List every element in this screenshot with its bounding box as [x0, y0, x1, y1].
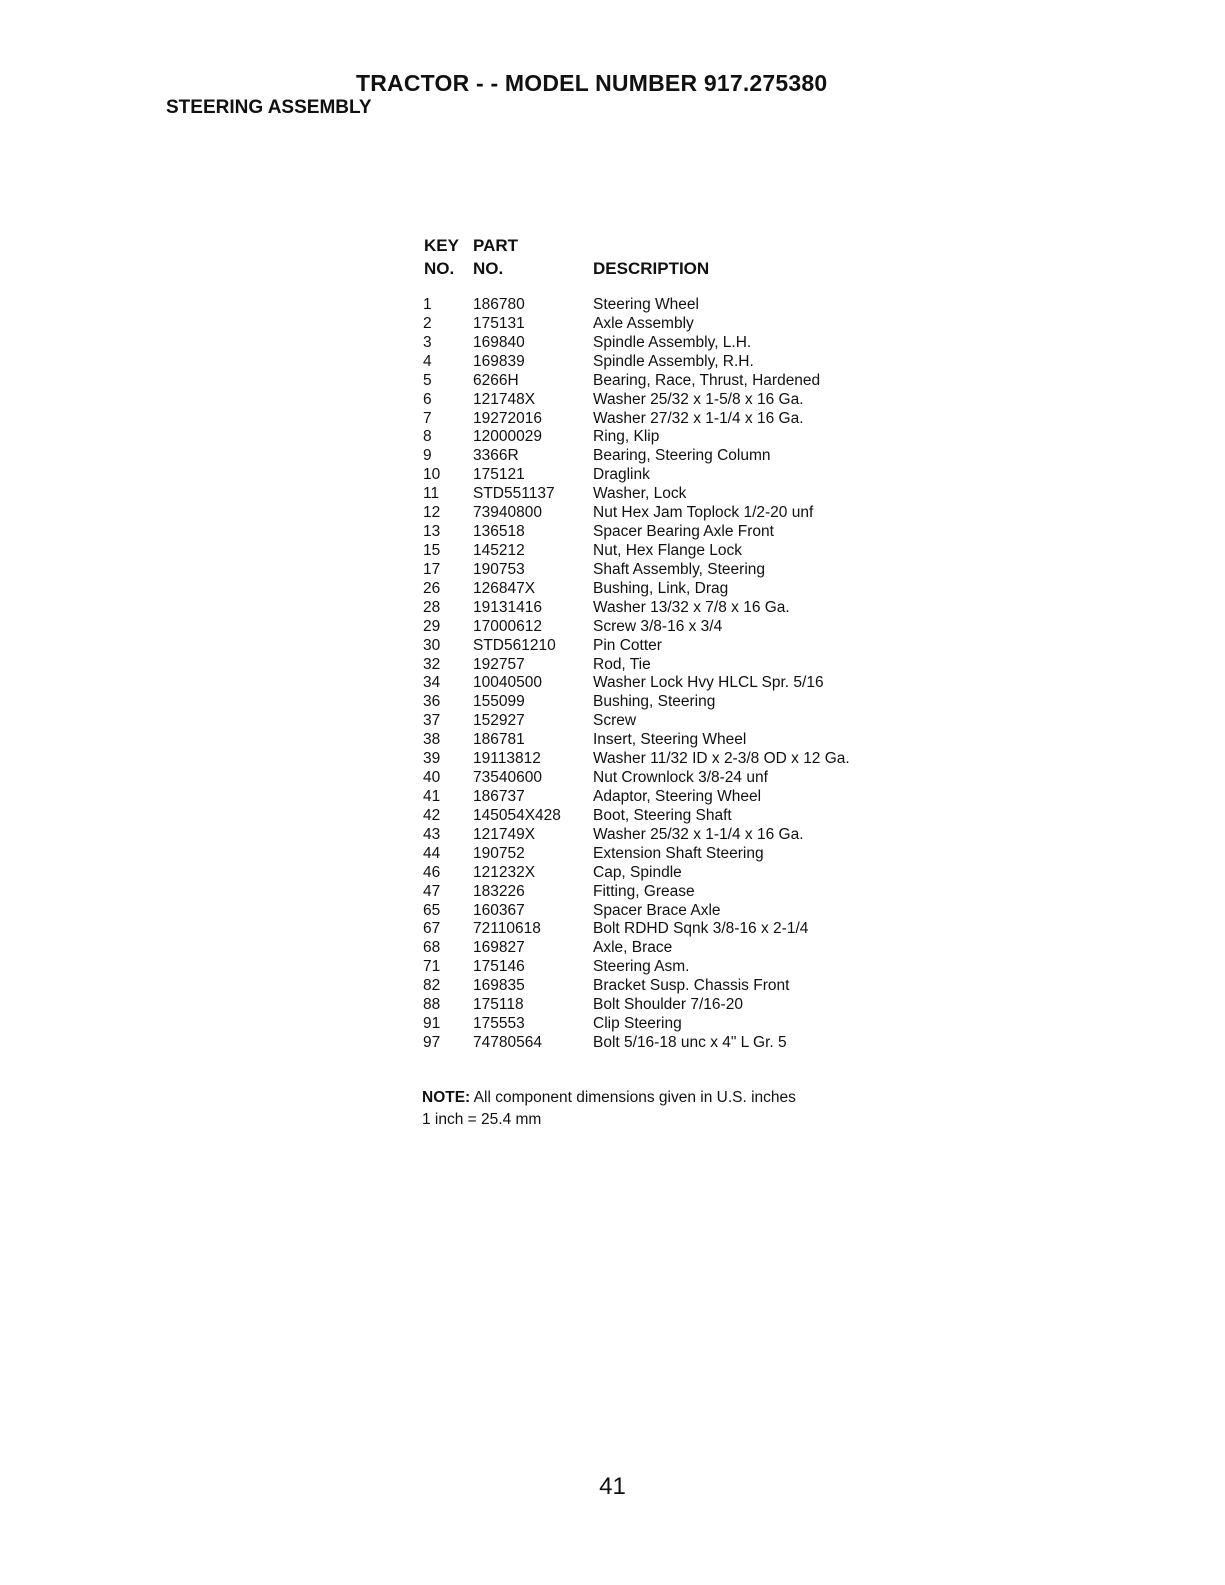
key-no-cell: 68 — [423, 939, 441, 957]
key-no-cell: 11 — [423, 485, 440, 503]
description-cell: Draglink — [593, 466, 650, 484]
part-no-cell: 145212 — [473, 541, 525, 559]
table-row — [422, 939, 902, 958]
table-row — [422, 618, 902, 637]
part-no-cell: 3366R — [473, 447, 519, 465]
table-row — [422, 353, 902, 372]
part-no-cell: 12000029 — [473, 428, 542, 446]
part-no-cell: 121748X — [473, 390, 536, 408]
table-row — [422, 769, 902, 788]
description-cell: Rod, Tie — [593, 655, 651, 673]
description-cell: Washer Lock Hvy HLCL Spr. 5/16 — [593, 674, 824, 692]
table-row — [422, 693, 902, 712]
key-no-cell: 46 — [423, 863, 441, 881]
key-no-cell: 43 — [423, 825, 441, 843]
description-cell: Boot, Steering Shaft — [593, 806, 732, 824]
description-cell: Bolt RDHD Sqnk 3/8-16 x 2-1/4 — [593, 920, 809, 938]
key-no-cell: 13 — [423, 523, 441, 541]
part-no-cell: 74780564 — [473, 1033, 542, 1051]
key-no-cell: 9 — [423, 447, 432, 465]
key-no-cell: 3 — [423, 333, 432, 351]
table-row — [422, 920, 902, 939]
table-row — [422, 883, 902, 902]
part-no-cell: 72110618 — [473, 920, 541, 938]
table-row — [422, 391, 902, 410]
part-no-cell: 186737 — [473, 787, 525, 805]
table-row — [422, 788, 902, 807]
description-cell: Spacer Brace Axle — [593, 901, 721, 919]
key-no-cell: 47 — [423, 882, 441, 900]
part-no-cell: 10040500 — [473, 674, 542, 692]
key-no-cell: 1 — [423, 296, 432, 313]
part-no-cell: 19131416 — [473, 598, 542, 616]
description-cell: Washer 25/32 x 1-5/8 x 16 Ga. — [593, 390, 804, 408]
key-no-cell: 34 — [423, 674, 441, 692]
table-row — [422, 447, 902, 466]
description-cell: Screw 3/8-16 x 3/4 — [593, 617, 723, 635]
note — [422, 1087, 796, 1131]
part-no-cell: 19272016 — [473, 409, 542, 427]
table-row — [422, 845, 902, 864]
table-row — [422, 485, 902, 504]
description-cell: Bushing, Link, Drag — [593, 579, 729, 597]
description-cell: Nut, Hex Flange Lock — [593, 541, 743, 559]
key-no-cell: 36 — [423, 693, 441, 711]
table-row — [422, 656, 902, 675]
part-no-cell: 192757 — [473, 655, 525, 673]
key-no-cell: 8 — [423, 428, 432, 446]
note-text: All component dimensions given in U.S. inches — [470, 1089, 796, 1106]
table-row — [422, 599, 902, 618]
table-row — [422, 750, 902, 769]
part-no-cell: 6266H — [473, 371, 519, 389]
part-no-cell: 152927 — [473, 712, 525, 730]
part-no-cell: 17000612 — [473, 617, 542, 635]
part-no-header-line2: NO. — [473, 259, 504, 278]
table-row — [422, 977, 902, 996]
description-cell: Shaft Assembly, Steering — [593, 560, 766, 578]
table-row — [422, 902, 902, 921]
description-cell: Steering Asm. — [593, 958, 690, 976]
description-cell: Clip Steering — [593, 1015, 682, 1033]
description-cell: Axle, Brace — [593, 939, 673, 957]
part-no-cell: 73940800 — [473, 504, 542, 522]
description-cell: Nut Crownlock 3/8-24 unf — [593, 769, 768, 787]
key-no-cell: 38 — [423, 731, 441, 749]
key-no-cell: 67 — [423, 920, 441, 938]
part-no-cell: STD561210 — [473, 636, 556, 654]
description-cell: Washer 25/32 x 1-1/4 x 16 Ga. — [593, 825, 804, 843]
table-row — [422, 523, 902, 542]
key-no-header-line1: KEY — [424, 236, 459, 255]
table-row — [422, 372, 902, 391]
key-no-cell: 44 — [423, 844, 441, 862]
part-no-cell: 145054X428 — [473, 806, 561, 824]
description-cell: Adaptor, Steering Wheel — [593, 787, 762, 805]
key-no-cell: 32 — [423, 655, 441, 673]
parts-list — [422, 236, 902, 1053]
key-no-cell: 65 — [423, 901, 441, 919]
description-cell: Cap, Spindle — [593, 863, 682, 881]
table-row — [422, 410, 902, 429]
key-no-cell: 2 — [423, 314, 432, 332]
page-title: TRACTOR - - MODEL NUMBER 917.275380 — [356, 70, 828, 96]
key-no-cell: 42 — [423, 806, 441, 824]
part-no-cell: 190752 — [473, 844, 525, 862]
table-row — [422, 712, 902, 731]
key-no-cell: 88 — [423, 996, 441, 1014]
table-row — [422, 1034, 902, 1053]
table-row — [422, 674, 902, 693]
part-no-cell: 175121 — [473, 466, 525, 484]
part-no-cell: STD551137 — [473, 485, 555, 503]
part-no-cell: 160367 — [473, 901, 525, 919]
part-no-cell: 136518 — [473, 523, 525, 541]
description-cell: Axle Assembly — [593, 314, 694, 332]
part-no-cell: 169840 — [473, 333, 525, 351]
part-no-cell: 183226 — [473, 882, 525, 900]
part-no-cell: 169827 — [473, 939, 525, 957]
description-cell: Bolt 5/16-18 unc x 4" L Gr. 5 — [593, 1033, 787, 1051]
table-row — [422, 958, 902, 977]
table-row — [422, 315, 902, 334]
part-no-cell: 155099 — [473, 693, 525, 711]
key-no-cell: 15 — [423, 541, 441, 559]
key-no-cell: 7 — [423, 409, 432, 427]
key-no-cell: 29 — [423, 617, 441, 635]
parts-list-header — [422, 236, 902, 296]
description-cell: Spacer Bearing Axle Front — [593, 523, 774, 541]
note-line-2: 1 inch = 25.4 mm — [422, 1111, 542, 1128]
description-cell: Washer 13/32 x 7/8 x 16 Ga. — [593, 598, 790, 616]
key-no-cell: 26 — [423, 579, 441, 597]
key-no-cell: 30 — [423, 636, 441, 654]
table-row — [422, 864, 902, 883]
part-no-cell: 121749X — [473, 825, 536, 843]
parts-list-rows — [422, 296, 902, 1053]
table-row — [422, 807, 902, 826]
key-no-cell: 41 — [423, 787, 441, 805]
description-cell: Bushing, Steering — [593, 693, 716, 711]
note-label: NOTE: — [422, 1089, 471, 1106]
description-cell: Bolt Shoulder 7/16-20 — [593, 996, 743, 1014]
description-cell: Extension Shaft Steering — [593, 844, 764, 862]
key-no-cell: 37 — [423, 712, 441, 730]
table-row — [422, 428, 902, 447]
table-row — [422, 826, 902, 845]
key-no-cell: 6 — [423, 390, 432, 408]
part-no-cell: 73540600 — [473, 769, 542, 787]
description-cell: Washer 11/32 ID x 2-3/8 OD x 12 Ga. — [593, 750, 850, 768]
description-cell: Pin Cotter — [593, 636, 662, 654]
key-no-cell: 97 — [423, 1033, 441, 1051]
part-no-cell: 126847X — [473, 579, 536, 597]
key-no-cell: 4 — [423, 352, 432, 370]
table-row — [422, 504, 902, 523]
table-row — [422, 542, 902, 561]
table-row — [422, 580, 902, 599]
description-cell: Nut Hex Jam Toplock 1/2-20 unf — [593, 504, 814, 522]
part-no-cell: 175553 — [473, 1015, 525, 1033]
description-cell: Washer, Lock — [593, 485, 687, 503]
description-cell: Screw — [593, 712, 637, 730]
key-no-cell: 40 — [423, 769, 441, 787]
key-no-header-line2: NO. — [424, 259, 455, 278]
description-cell: Bracket Susp. Chassis Front — [593, 977, 790, 995]
part-no-cell: 19113812 — [473, 750, 541, 768]
table-row — [422, 637, 902, 656]
key-no-cell: 91 — [423, 1015, 441, 1033]
part-no-cell: 175118 — [473, 996, 524, 1014]
description-cell: Steering Wheel — [593, 296, 699, 313]
key-no-cell: 10 — [423, 466, 441, 484]
note-line-1 — [422, 1087, 796, 1109]
key-no-cell: 28 — [423, 598, 441, 616]
description-cell: Insert, Steering Wheel — [593, 731, 747, 749]
description-cell: Ring, Klip — [593, 428, 660, 446]
part-no-cell: 121232X — [473, 863, 536, 881]
page-number: 41 — [599, 1473, 626, 1500]
description-header: DESCRIPTION — [593, 259, 710, 278]
key-no-cell: 71 — [423, 958, 441, 976]
table-row — [422, 996, 902, 1015]
part-no-cell: 186780 — [473, 296, 525, 313]
section-title: STEERING ASSEMBLY — [166, 97, 372, 118]
table-row — [422, 561, 902, 580]
description-cell: Fitting, Grease — [593, 882, 695, 900]
description-cell: Bearing, Race, Thrust, Hardened — [593, 371, 821, 389]
key-no-cell: 5 — [423, 371, 432, 389]
part-no-cell: 175146 — [473, 958, 525, 976]
part-no-cell: 169835 — [473, 977, 525, 995]
table-row — [422, 731, 902, 750]
table-row — [422, 334, 902, 353]
description-cell: Spindle Assembly, L.H. — [593, 333, 752, 351]
part-no-cell: 186781 — [473, 731, 525, 749]
part-no-cell: 175131 — [473, 314, 525, 332]
table-row — [422, 1015, 902, 1034]
part-no-header-line1: PART — [473, 236, 519, 255]
part-no-cell: 169839 — [473, 352, 525, 370]
part-no-cell: 190753 — [473, 560, 525, 578]
table-row — [422, 466, 902, 485]
key-no-cell: 12 — [423, 504, 441, 522]
key-no-cell: 17 — [423, 560, 441, 578]
key-no-cell: 82 — [423, 977, 441, 995]
table-row — [422, 296, 902, 315]
key-no-cell: 39 — [423, 750, 441, 768]
description-cell: Washer 27/32 x 1-1/4 x 16 Ga. — [593, 409, 804, 427]
description-cell: Spindle Assembly, R.H. — [593, 352, 754, 370]
description-cell: Bearing, Steering Column — [593, 447, 771, 465]
